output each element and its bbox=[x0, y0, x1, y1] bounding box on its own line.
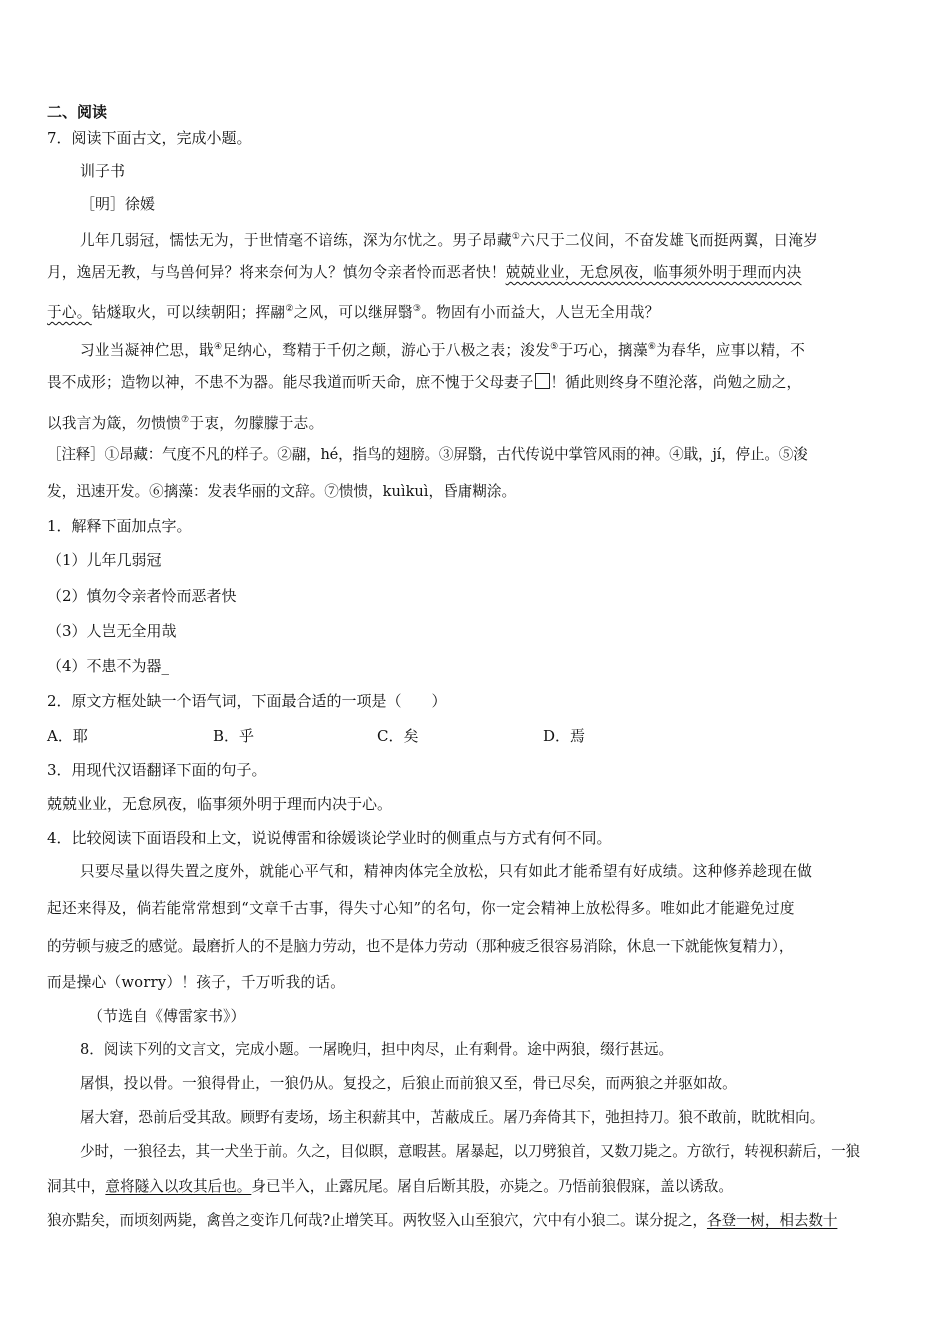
q8-line: 屠大窘，恐前后受其敌。顾野有麦场，场主积薪其中，苫蔽成丘。屠乃奔倚其下，弛担持刀。狼不敢前，眈眈相向。 bbox=[80, 1109, 825, 1126]
subquestion-2: 2．原文方框处缺一个语气词，下面最合适的一项是（ ） bbox=[47, 692, 447, 710]
passage-line: 月，逸居无教，与鸟兽何异？将来奈何为人？慎勿令亲者怜而恶者快！兢兢业业，无怠夙夜，临事须外明于理而内决 bbox=[47, 264, 802, 281]
passage-title: 训子书 bbox=[80, 162, 126, 180]
subquestion-4: 4．比较阅读下面语段和上文，说说傅雷和徐媛谈论学业时的侧重点与方式有何不同。 bbox=[47, 829, 612, 847]
fulei-passage-line: 的劳顿与疲乏的感觉。最磨折人的不是脑力劳动，也不是体力劳动（那种疲乏很容易消除，休息一下就能恢复精力）， bbox=[47, 938, 794, 955]
fulei-passage-line: 只要尽量以得失置之度外，就能心平气和，精神肉体完全放松，只有如此才能希望有好成绩。这种修养趁现在做 bbox=[80, 863, 813, 880]
q7-prompt: 7．阅读下面古文，完成小题。 bbox=[47, 129, 252, 147]
subquestion-1: 1．解释下面加点字。 bbox=[47, 517, 192, 535]
option-d[interactable]: D．焉 bbox=[543, 727, 586, 745]
passage-line: 儿年几弱冠，懦怯无为，于世情毫不谙练，深为尔忧之。男子昂藏①六尺于二仪间，不奋发雄飞而挺两翼，日淹岁 bbox=[80, 231, 819, 249]
passage-line: 于心。钻燧取火，可以续朝阳；挥翮②之风，可以继屏翳③。物固有小而益大，人岂无全用哉？ bbox=[47, 303, 660, 321]
subquestion-1-item: （1）儿年几弱冠 bbox=[47, 551, 162, 569]
subquestion-1-item: （4）不患不为器_ bbox=[47, 657, 170, 675]
q8-line: 洞其中，意将隧入以攻其后也。身已半入，止露尻尾。屠自后断其股，亦毙之。乃悟前狼假寐，盖以诱敌。 bbox=[47, 1178, 733, 1195]
notes-line: 发，迅速开发。⑥摛藻：发表华丽的文辞。⑦愦愦，kuìkuì，昏庸糊涂。 bbox=[47, 483, 517, 500]
q8-line: 屠惧，投以骨。一狼得骨止，一狼仍从。复投之，后狼止而前狼又至，骨已尽矣，而两狼之并驱如故。 bbox=[80, 1075, 737, 1092]
blank-box bbox=[535, 373, 550, 389]
notes-line: ［注释］①昂藏：气度不凡的样子。②翮，hé，指鸟的翅膀。③屏翳，古代传说中掌管风雨的神。④戢，jí，停止。⑤浚 bbox=[47, 446, 808, 463]
passage-author: ［明］徐媛 bbox=[80, 195, 156, 213]
subquestion-1-item: （2）慎勿令亲者怜而恶者快 bbox=[47, 587, 237, 605]
passage-line: 畏不成形；造物以神，不患不为器。能尽我道而听天命，庶不愧于父母妻子 ！循此则终身不堕沦落，尚勉之励之， bbox=[47, 374, 802, 391]
subquestion-3: 3．用现代汉语翻译下面的句子。 bbox=[47, 761, 267, 779]
q8-line: 8．阅读下列的文言文，完成小题。一屠晚归，担中肉尽，止有剩骨。途中两狼，缀行甚远。 bbox=[80, 1041, 674, 1058]
option-b[interactable]: B．乎 bbox=[213, 727, 255, 745]
fulei-passage-line: 而是操心（worry）！孩子，千万听我的话。 bbox=[47, 974, 346, 991]
q8-line: 狼亦黠矣，而顷刻两毙，禽兽之变诈几何哉?止增笑耳。两牧竖入山至狼穴，穴中有小狼二。谋分捉之，各登一树，相去数十 bbox=[47, 1212, 838, 1229]
passage-line: 习业当凝神伫思，戢④足纳心，骛精于千仞之颠，游心于八极之表；浚发⑤于巧心，摛藻⑥为春华，应事以精，不 bbox=[80, 341, 806, 359]
fulei-passage-line: 起还来得及，倘若能常常想到“文章千古事，得失寸心知”的名句，你一定会精神上放松得多。唯如此才能避免过度 bbox=[47, 900, 795, 917]
translate-sentence: 兢兢业业，无怠夙夜，临事须外明于理而内决于心。 bbox=[47, 795, 393, 813]
underlined-sentence: 意将隧入以攻其后也。 bbox=[105, 1178, 252, 1195]
section-title: 二、阅读 bbox=[47, 103, 108, 121]
q8-line: 少时，一狼径去，其一犬坐于前。久之，目似瞑，意暇甚。屠暴起，以刀劈狼首，又数刀毙之。方欲行，转视积薪后，一狼 bbox=[80, 1143, 860, 1160]
fulei-source: （节选自《傅雷家书》） bbox=[88, 1007, 246, 1025]
option-c[interactable]: C．矣 bbox=[377, 727, 419, 745]
underlined-sentence: 各登一树，相去数十 bbox=[706, 1212, 838, 1229]
subquestion-1-item: （3）人岂无全用哉 bbox=[47, 622, 177, 640]
underlined-sentence: 兢兢业业，无怠夙夜，临事须外明于理而内决 bbox=[505, 264, 802, 281]
passage-line: 以我言为箴，勿愦愦⑦于衷，勿朦朦于志。 bbox=[47, 414, 324, 432]
option-a[interactable]: A．耶 bbox=[47, 727, 88, 745]
underlined-sentence: 于心。 bbox=[47, 303, 92, 321]
